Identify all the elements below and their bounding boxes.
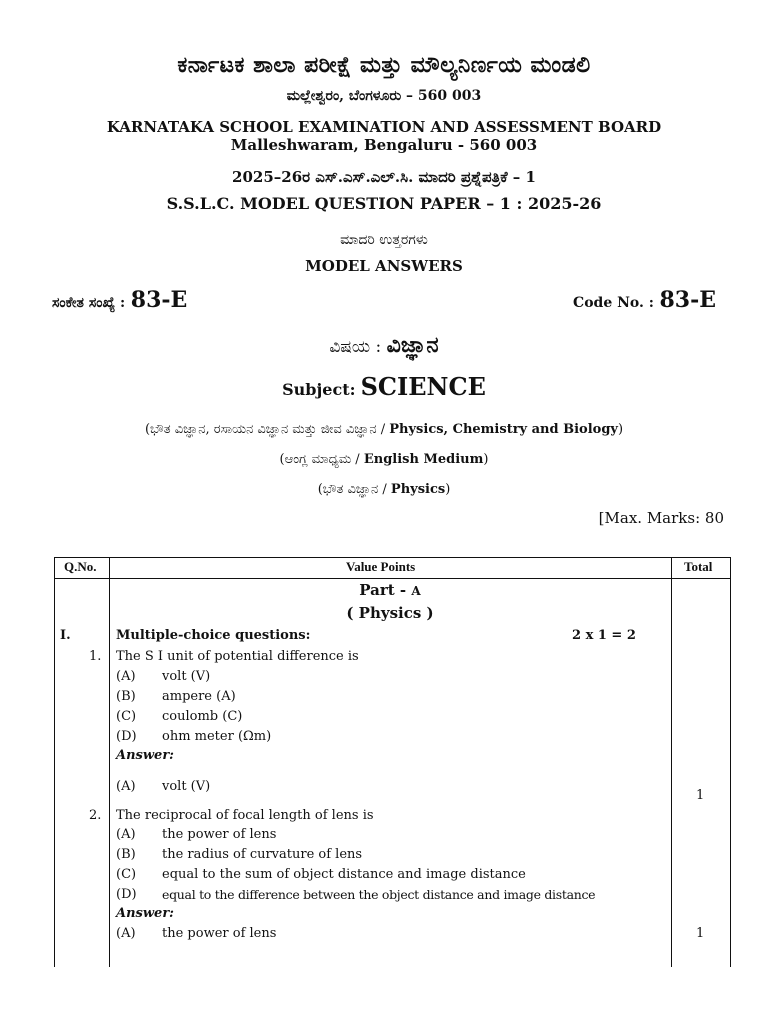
table-header-border — [54, 578, 731, 579]
board-address: Malleshwaram, Bengaluru - 560 003 — [230, 136, 538, 154]
answer-table — [54, 557, 731, 967]
section-number: I. — [60, 628, 71, 643]
part-label: Part - — [359, 581, 412, 599]
answer-label: Answer: — [116, 748, 174, 763]
medium-close: ) — [483, 452, 489, 467]
part-letter: A — [411, 584, 421, 598]
question-text: The S I unit of potential difference is — [116, 649, 359, 664]
kannada-subject — [0, 332, 768, 358]
kannada-paper-title: 2025–26ರ ಎಸ್.ಎಸ್.ಎಲ್.ಸಿ. ಮಾದರಿ ಪ್ರಶ್ನೆಪತ್ರಿಕೆ – 1 — [232, 168, 536, 186]
table-top-border — [54, 557, 731, 558]
option-text: equal to the difference between the object distance and image distance — [162, 887, 596, 902]
answer-label: Answer: — [116, 906, 174, 921]
option-letter: (C) — [116, 867, 137, 882]
question-number: 2. — [89, 808, 102, 823]
answer-text: volt (V) — [162, 779, 211, 794]
kannada-subject-value: ವಿಜ್ಞಾನ — [386, 332, 439, 358]
kannada-board-title: ಕರ್ನಾಟಕ ಶಾಲಾ ಪರೀಕ್ಷೆ ಮತ್ತು ಮೌಲ್ಯನಿರ್ಣಯ ಮಂಡಲಿ — [177, 52, 591, 78]
option-letter: (D) — [116, 729, 137, 744]
header-total: Total — [684, 559, 713, 574]
marks-value: 1 — [696, 926, 705, 941]
kannada-board-address: ಮಲ್ಲೇಶ್ವರಂ, ಬೆಂಗಳೂರು – 560 003 — [286, 88, 482, 104]
code-label: Code No. : — [573, 295, 654, 311]
section-line — [0, 482, 768, 497]
option-letter: (D) — [116, 887, 137, 902]
section-marks: 2 x 1 = 2 — [572, 628, 636, 643]
option-text: equal to the sum of object distance and image distance — [162, 867, 526, 882]
scope-close: ) — [617, 422, 624, 437]
medium-english: English Medium — [363, 452, 484, 467]
code-value: 83-E — [659, 287, 716, 313]
subject-value: SCIENCE — [360, 372, 486, 401]
part-heading — [109, 581, 671, 599]
answer-letter: (A) — [116, 779, 136, 794]
section-heading: Multiple-choice questions: — [116, 628, 311, 643]
scope-kannada: (ಭೌತ ವಿಜ್ಞಾನ, ರಸಾಯನ ವಿಜ್ಞಾನ ಮತ್ತು ಜೀವ ವಿಜ್ಞಾನ / — [144, 422, 390, 437]
medium-line — [0, 452, 768, 467]
section-title: ( Physics ) — [346, 604, 434, 622]
header-value-points: Value Points — [346, 559, 416, 574]
section-kannada: (ಭೌತ ವಿಜ್ಞಾನ / — [317, 482, 391, 497]
option-letter: (A) — [116, 827, 136, 842]
question-text: The reciprocal of focal length of lens is — [116, 808, 374, 823]
scope-english: Physics, Chemistry and Biology — [389, 422, 618, 437]
option-text: coulomb (C) — [162, 709, 243, 724]
code-number — [573, 287, 716, 313]
kannada-code-label: ಸಂಕೇತ ಸಂಖ್ಯೆ : — [52, 295, 126, 311]
subject-scope-line — [0, 422, 768, 437]
kannada-answers-heading: ಮಾದರಿ ಉತ್ತರಗಳು — [340, 232, 428, 248]
subject-label: Subject: — [282, 380, 356, 399]
option-text: volt (V) — [162, 669, 211, 684]
section-english: Physics — [390, 482, 446, 497]
answers-heading: MODEL ANSWERS — [305, 257, 463, 275]
subject — [0, 372, 768, 401]
table-right-border — [730, 557, 731, 967]
question-number: 1. — [89, 649, 102, 664]
answer-text: the power of lens — [162, 926, 277, 941]
option-letter: (B) — [116, 847, 136, 862]
option-letter: (C) — [116, 709, 137, 724]
section-close: ) — [445, 482, 451, 497]
option-letter: (B) — [116, 689, 136, 704]
option-text: the power of lens — [162, 827, 277, 842]
kannada-code-value: 83-E — [130, 287, 188, 313]
answer-letter: (A) — [116, 926, 136, 941]
option-text: ohm meter (Ωm) — [162, 729, 272, 744]
board-title: KARNATAKA SCHOOL EXAMINATION AND ASSESSMENT BOARD — [106, 118, 662, 136]
marks-value: 1 — [696, 788, 705, 803]
table-column-divider — [671, 557, 672, 967]
kannada-code-number — [52, 287, 187, 313]
table-left-border — [54, 557, 55, 967]
option-text: the radius of curvature of lens — [162, 847, 363, 862]
header-qno: Q.No. — [64, 559, 97, 574]
max-marks: [Max. Marks: 80 — [598, 509, 724, 527]
kannada-subject-label: ವಿಷಯ : — [329, 337, 382, 357]
option-text: ampere (A) — [162, 689, 236, 704]
paper-title: S.S.L.C. MODEL QUESTION PAPER – 1 : 2025-26 — [166, 194, 602, 213]
medium-kannada: (ಆಂಗ್ಲ ಮಾಧ್ಯಮ / — [279, 452, 364, 467]
option-letter: (A) — [116, 669, 136, 684]
